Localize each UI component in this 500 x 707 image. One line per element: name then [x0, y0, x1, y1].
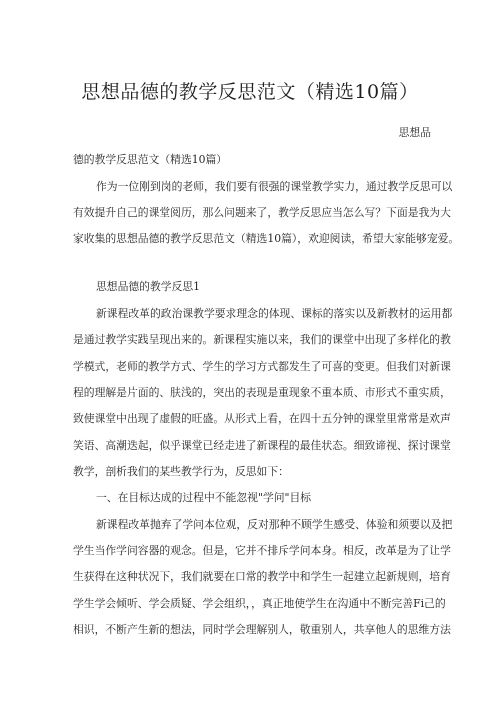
body-line-6: 笑语、高潮迭起，似乎课堂已经走进了新课程的最佳状态。细致谛视、探讨课堂 [73, 439, 451, 452]
body-line-5: 致使课堂中出现了虚假的旺盛。从形式上看，在四十五分钟的课堂里常常是欢声 [73, 412, 451, 425]
body-line-10: 生获得在这种状况下，我们就要在口常的教学中和学生一起建立起新规则，培育 [73, 570, 451, 583]
intro-line-3: 有效提升自己的课堂阅历，那么问题来了，教学反思应当怎么写？下面是我为大 [73, 206, 451, 219]
body-line-8: 新课程改革抛弃了学问本位观，反对那种不顾学生感受、体验和须要以及把 [96, 518, 453, 531]
body-line-1: 新课程改革的政治课教学要求理念的体现、课标的落实以及新教材的运用都 [96, 307, 453, 320]
body-line-11: 学生学会倾听、学会质疑、学会组织，，真正地使学生在沟通中不断完善Fi己的 [73, 597, 446, 610]
body-line-9: 学生当作学问容器的观念。但是，它并不排斥学问本身。相反，改革是为了让学 [73, 544, 451, 557]
body-line-2: 是通过教学实践呈现出来的。新课程实施以来，我们的课堂中出现了多样化的教 [73, 333, 451, 346]
body-line-12: 相识，不断产生新的想法，同时学会理解别人，敬重别人，共享他人的思维方法 [73, 623, 451, 636]
body-line-3: 学模式，老师的教学方式、学生的学习方式都发生了可喜的变更。但我们对新课 [73, 360, 451, 373]
header-fragment: 思想品 [398, 126, 431, 139]
document-title: 思想品德的教学反思范文（精选10篇） [81, 81, 419, 103]
intro-line-2: 作为一位刚到岗的老师，我们要有很强的课堂教学实力，通过教学反思可以 [96, 180, 453, 193]
intro-line-1: 德的教学反思范文（精选10篇） [73, 153, 228, 166]
section-heading-1: 思想品德的教学反思1 [96, 280, 201, 293]
subheading-1: 一、在目标达成的过程中不能忽视"学问"目标 [96, 491, 312, 504]
body-line-4: 程的理解是片面的、肤浅的，突出的表现是重现象不重本质、市形式不重实质， [73, 386, 451, 399]
intro-line-4: 家收集的思想品德的教学反思范文（精选10篇），欢迎阅读，希望大家能够宠爱。 [73, 232, 460, 245]
body-line-7: 教学，剖析我们的某些教学行为，反思如下： [73, 465, 289, 478]
